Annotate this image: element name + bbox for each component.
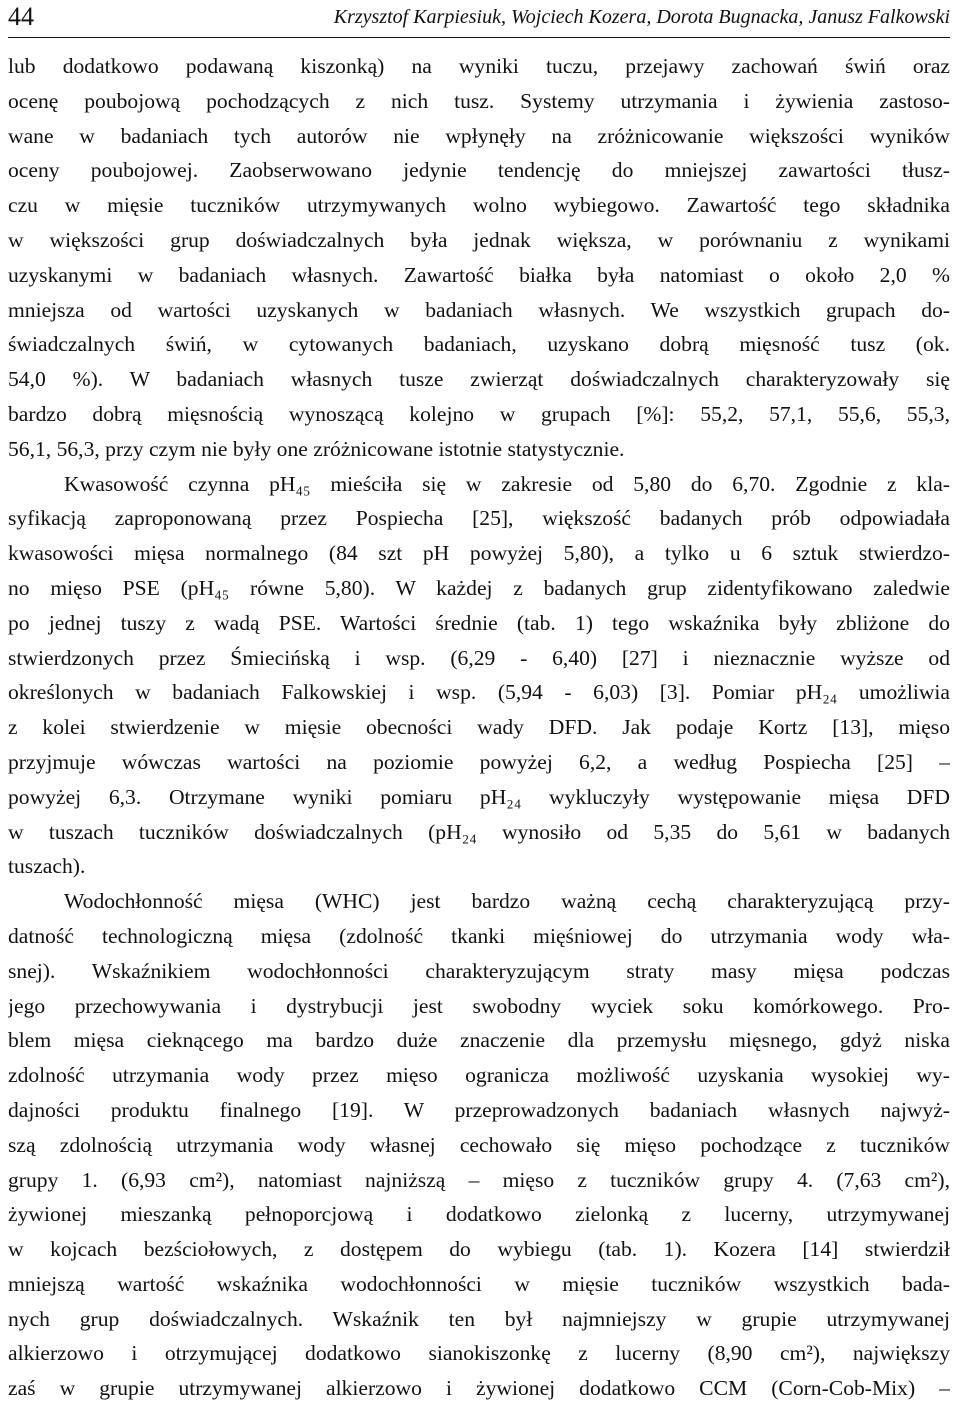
text-line: w większości grup doświadczalnych była jednak większa, w porównaniu z wynikami: [8, 227, 950, 252]
text-line: bardzo dobrą mięsnością wynoszącą kolejno w grupach [%]: 55,2, 57,1, 55,6, 55,3,: [8, 401, 950, 426]
text-line: czu w mięsie tuczników utrzymywanych wolno wybiegowo. Zawartość tego składnika: [8, 193, 950, 218]
text-line: lub dodatkowo podawaną kiszonką) na wyniki tuczu, przejawy zachowań świń oraz: [8, 54, 950, 78]
text-line: oceny poubojowej. Zaobserwowano jedynie tendencję do mniejszej zawartości tłusz-: [8, 158, 950, 183]
text-line: po jednej tuszy z wadą PSE. Wartości średnie (tab. 1) tego wskaźnika były zbliżone do: [8, 610, 950, 635]
running-head-authors: Krzysztof Karpiesiuk, Wojciech Kozera, Dorota Bugnacka, Janusz Falkowski: [333, 6, 950, 28]
text-line: powyżej 6,3. Otrzymane wyniki pomiaru pH₂₄ wykluczyły występowanie mięsa DFD: [8, 784, 950, 809]
text-line: syfikacją zaproponowaną przez Pospiecha [25], większość badanych prób odpowiadała: [8, 506, 950, 531]
paragraph-first-line: Kwasowość czynna pH₄₅ mieściła się w zakresie od 5,80 do 6,70. Zgodnie z kla-: [64, 471, 950, 496]
page-number: 44: [8, 2, 34, 31]
text-line: 54,0 %). W badaniach własnych tusze zwierząt doświadczalnych charakteryzowały się: [8, 367, 950, 392]
text-line: mniejszą wartość wskaźnika wodochłonności w mięsie tuczników wszystkich bada-: [8, 1271, 950, 1296]
text-line: blem mięsa cieknącego ma bardzo duże znaczenie dla przemysłu mięsnego, gdyż niska: [8, 1028, 950, 1053]
text-line: w tuszach tuczników doświadczalnych (pH₂₄ wynosiło od 5,35 do 5,61 w badanych: [8, 819, 950, 844]
text-line: snej). Wskaźnikiem wodochłonności charakteryzującym straty masy mięsa podczas: [8, 958, 950, 983]
text-line: w kojcach bezściołowych, z dostępem do wybiegu (tab. 1). Kozera [14] stwierdził: [8, 1237, 950, 1262]
running-header: [8, 0, 950, 36]
text-line: wane w badaniach tych autorów nie wpłynęły na zróżnicowanie większości wyników: [8, 123, 950, 148]
text-line: grupy 1. (6,93 cm²), natomiast najniższą – mięso z tuczników grupy 4. (7,63 cm²),: [8, 1167, 950, 1192]
text-line: alkierzowo i otrzymującej dodatkowo sianokiszonkę z lucerny (8,90 cm²), największy: [8, 1341, 950, 1366]
text-line: kwasowości mięsa normalnego (84 szt pH powyżej 5,80), a tylko u 6 sztuk stwierdzo-: [8, 541, 950, 566]
header-rule: [8, 37, 950, 38]
text-line: dajności produktu finalnego [19]. W przeprowadzonych badaniach własnych najwyż-: [8, 1097, 950, 1122]
text-line: żywionej mieszanką pełnoporcjową i dodatkowo zielonką z lucerny, utrzymywanej: [8, 1202, 950, 1227]
text-line: zaś w grupie utrzymywanej alkierzowo i żywionej dodatkowo CCM (Corn-Cob-Mix) –: [8, 1376, 950, 1401]
text-line: przyjmuje wówczas wartości na poziomie powyżej 6,2, a według Pospiecha [25] –: [8, 749, 950, 774]
text-line: z kolei stwierdzenie w mięsie obecności wady DFD. Jak podaje Kortz [13], mięso: [8, 715, 950, 740]
text-line: stwierdzonych przez Śmiecińską i wsp. (6,29 - 6,40) [27] i nieznacznie wyższe od: [8, 645, 950, 670]
text-line: nych grup doświadczalnych. Wskaźnik ten był najmniejszy w grupie utrzymywanej: [8, 1306, 950, 1331]
text-line: uzyskanymi w badaniach własnych. Zawartość białka była natomiast o około 2,0 %: [8, 262, 950, 287]
text-line: no mięso PSE (pH₄₅ równe 5,80). W każdej z badanych grup zidentyfikowano zaledwie: [8, 575, 950, 600]
text-line: szą zdolnością utrzymania wody własnej cechowało się mięso pochodzące z tuczników: [8, 1132, 950, 1157]
text-line: określonych w badaniach Falkowskiej i wsp. (5,94 - 6,03) [3]. Pomiar pH₂₄ umożliwia: [8, 680, 950, 705]
text-line: mniejsza od wartości uzyskanych w badaniach własnych. We wszystkich grupach do-: [8, 297, 950, 322]
body-text: [8, 49, 950, 1406]
text-line: tuszach).: [8, 854, 86, 879]
text-line: jego przechowywania i dystrybucji jest swobodny wyciek soku komórkowego. Pro-: [8, 993, 950, 1018]
text-line: ocenę poubojową pochodzących z nich tusz. Systemy utrzymania i żywienia zastoso-: [8, 88, 950, 113]
text-line: zdolność utrzymania wody przez mięso ogranicza możliwość uzyskania wysokiej wy-: [8, 1063, 950, 1088]
paragraph-first-line: Wodochłonność mięsa (WHC) jest bardzo ważną cechą charakteryzującą przy-: [64, 889, 950, 914]
text-line: świadczalnych świń, w cytowanych badaniach, uzyskano dobrą mięsność tusz (ok.: [8, 332, 950, 357]
text-line: 56,1, 56,3, przy czym nie były one zróżnicowane istotnie statystycznie.: [8, 436, 625, 461]
text-line: datność technologiczną mięsa (zdolność tkanki mięśniowej do utrzymania wody wła-: [8, 923, 950, 948]
